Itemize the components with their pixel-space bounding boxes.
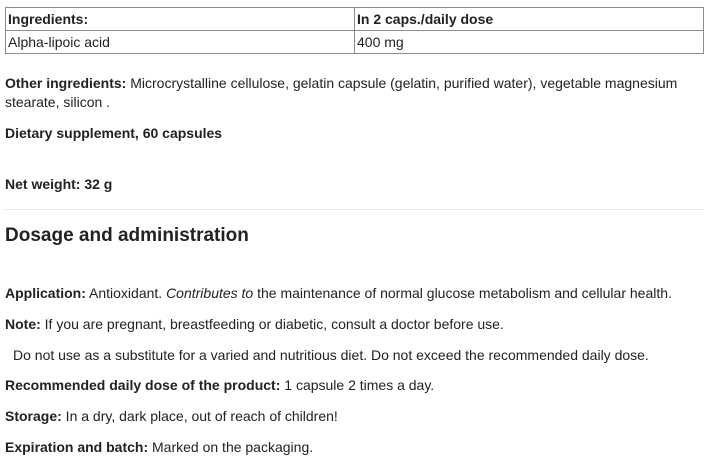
- supplement-line: [5, 124, 704, 143]
- application-line: [5, 284, 704, 303]
- recommended-dose-line: [5, 376, 704, 395]
- note-line: [5, 315, 704, 334]
- storage-line: [5, 407, 704, 426]
- note-text: If you are pregnant, breastfeeding or diabetic, consult a doctor before use.: [40, 316, 504, 332]
- table-row: [6, 31, 704, 54]
- table-cell-ingredient: Alpha-lipoic acid: [6, 31, 355, 54]
- ingredients-table: [5, 7, 704, 54]
- other-ingredients: [5, 74, 704, 112]
- supplement-text: Dietary supplement, 60 capsules: [5, 125, 223, 141]
- table-cell-dose: 400 mg: [355, 31, 704, 54]
- other-ingredients-label: Other ingredients:: [5, 75, 127, 91]
- storage-text: In a dry, dark place, out of reach of children!: [61, 408, 338, 424]
- expiration-text: Marked on the packaging.: [148, 439, 314, 455]
- net-weight-text: Net weight: 32 g: [5, 176, 113, 192]
- note-label: Note:: [5, 316, 41, 332]
- application-italic-text: Contributes to: [166, 285, 254, 301]
- application-text: Antioxidant.: [85, 285, 167, 301]
- storage-label: Storage:: [5, 408, 62, 424]
- expiration-label: Expiration and batch:: [5, 439, 149, 455]
- table-header-cell: In 2 caps./daily dose: [355, 8, 704, 31]
- recommended-dose-text: 1 capsule 2 times a day.: [280, 377, 435, 393]
- warning-line: Do not use as a substitute for a varied and nutritious diet. Do not exceed the recommended daily dose.: [13, 347, 649, 363]
- other-ingredients-text: Microcrystalline cellulose, gelatin capsule (gelatin, purified water), vegetable magnesium stearate, silicon .: [5, 75, 678, 110]
- net-weight: [5, 175, 704, 194]
- table-header-cell: Ingredients:: [6, 8, 355, 31]
- expiration-line: [5, 438, 704, 457]
- product-info: [5, 7, 704, 457]
- section-heading: Dosage and administration: [5, 225, 249, 246]
- section-divider: [5, 209, 704, 210]
- application-label: Application:: [5, 285, 86, 301]
- table-header-row: [6, 8, 704, 31]
- recommended-dose-label: Recommended daily dose of the product:: [5, 377, 281, 393]
- application-text-rest: the maintenance of normal glucose metabolism and cellular health.: [253, 285, 672, 301]
